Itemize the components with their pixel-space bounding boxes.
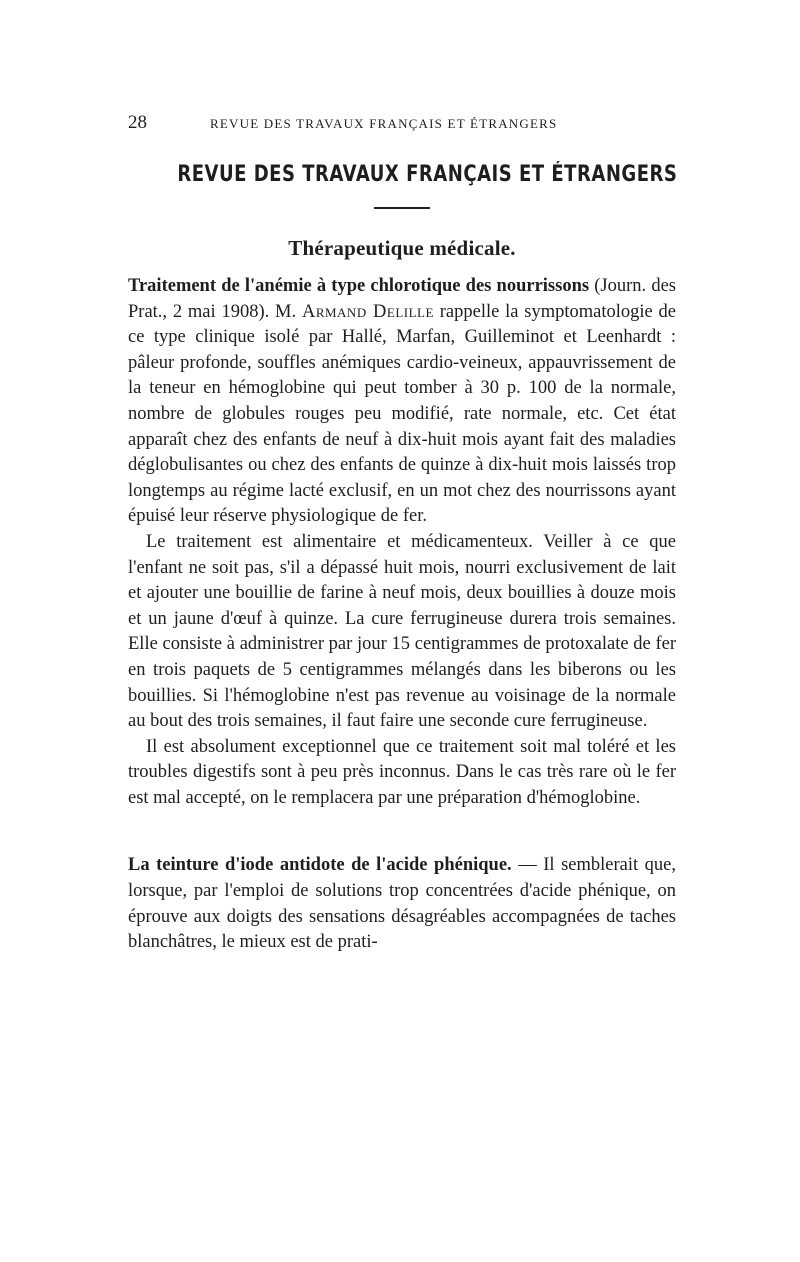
article-paragraph: [128, 274, 676, 530]
running-title: REVUE DES TRAVAUX FRANÇAIS ET ÉTRANGERS: [210, 116, 558, 131]
article-title: Traitement de l'anémie à type chlorotique des nourrissons: [128, 276, 590, 296]
article-anemie: [128, 274, 676, 811]
title-divider: [374, 207, 430, 209]
document-page: [128, 112, 676, 956]
running-header: [128, 112, 676, 138]
article-paragraph: Il est absolument exceptionnel que ce traitement soit mal toléré et les troubles digestifs sont à peu près inconnus. Dans le cas très rare où le fer est mal accepté, on le remplacera par une préparation d'hémoglobine.: [128, 736, 676, 808]
article-citation: (Journ. des Prat., 2 mai 1908). M.: [128, 276, 677, 322]
section-heading: Thérapeutique médicale.: [288, 236, 516, 260]
article-author: Armand Delille: [301, 301, 434, 322]
article-paragraph: Le traitement est alimentaire et médicamenteux. Veiller à ce que l'enfant ne soit pas, s'il a dépassé huit mois, nourri exclusivement de lait et ajouter une bouillie de farine à neuf mois, deux bouillies à douze mois et un jaune d'œuf à quinze. La cure ferrugineuse durera trois semaines. Elle consiste à administrer par jour 15 centigrammes de protoxalate de fer en trois paquets de 5 centigrammes mélangés dans les biberons ou les bouillies. Si l'hémoglobine n'est pas revenue au voisinage de la normale au bout des trois semaines, il faut faire une seconde cure ferrugineuse.: [128, 531, 676, 732]
journal-title: REVUE DES TRAVAUX FRANÇAIS ET ÉTRANGERS: [177, 162, 678, 187]
article-iode: [128, 853, 676, 955]
page-number: 28: [128, 112, 147, 133]
article-paragraph: [128, 853, 676, 955]
article-text: rappelle la symptomatologie de ce type clinique isolé par Hallé, Marfan, Guilleminot et Leenhardt : pâleur profonde, souffles anémiques cardio-veineux, appauvrissement de la teneur en hémoglobine qui peut tomber à 30 p. 100 de la normale, nombre de globules rouges peu modifié, rate normale, etc. Cet état apparaît chez des enfants de neuf à dix-huit mois ayant fait des maladies déglobulisantes ou chez des enfants de quinze à dix-huit mois laissés trop longtemps au régime lacté exclusif, en un mot chez des nourrissons ayant épuisé leur réserve physiologique de fer.: [128, 301, 677, 527]
article-text: — Il semblerait que, lorsque, par l'emploi de solutions trop concentrées d'acide phénique, on éprouve aux doigts des sensations désagréables accompagnées de taches blanchâtres, le mieux est de prati-: [128, 855, 676, 953]
article-title: La teinture d'iode antidote de l'acide phénique.: [128, 855, 512, 876]
